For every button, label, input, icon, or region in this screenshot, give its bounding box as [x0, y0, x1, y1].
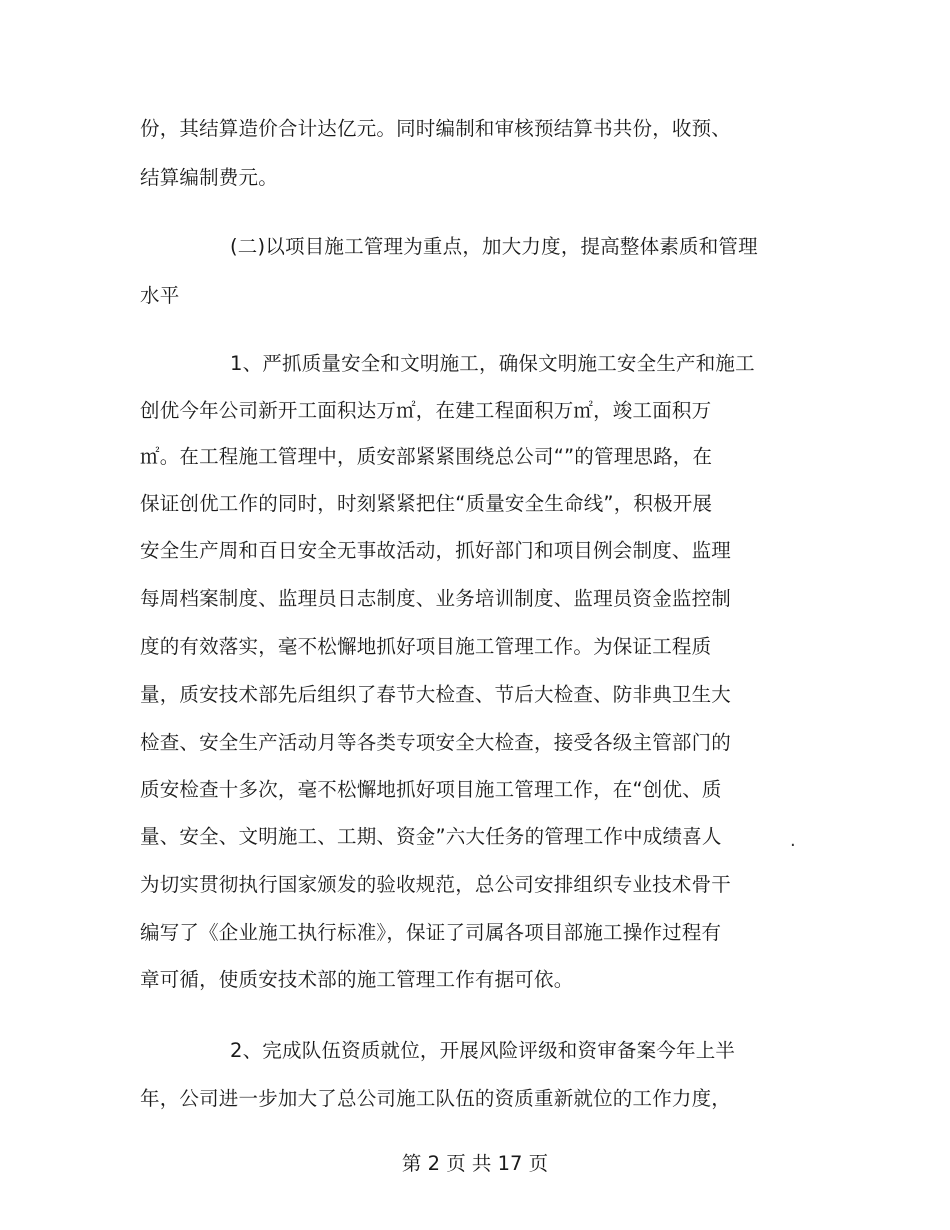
text-line: 每周档案制度、监理员日志制度、业务培训制度、监理员资金监控制: [140, 587, 732, 610]
text-line: 质安检查十多次，毫不松懈地抓好项目施工管理工作，在“创优、质: [140, 778, 722, 801]
text-line: 保证创优工作的同时，时刻紧紧把住“质量安全生命线”，积极开展: [140, 492, 713, 515]
text-line: 年，公司进一步加大了总公司施工队伍的资质重新就位的工作力度，: [140, 1087, 732, 1110]
text-line: 量，质安技术部先后组织了春节大检查、节后大检查、防非典卫生大: [140, 683, 732, 706]
text-line: 份，其结算造价合计达亿元。同时编制和审核预结算书共份，收预、: [140, 117, 732, 140]
text-line: 检查、安全生产活动月等各类专项安全大检查，接受各级主管部门的: [140, 731, 732, 754]
text-line: 度的有效落实，毫不松懈地抓好项目施工管理工作。为保证工程质: [140, 635, 712, 658]
text-line: 安全生产周和百日安全无事故活动，抓好部门和项目例会制度、监理: [140, 539, 732, 562]
page-footer: 第 2 页 共 17 页: [401, 1152, 549, 1175]
section-heading-continuation: 水平: [140, 284, 180, 307]
text-line: ㎡。在工程施工管理中，质安部紧紧围绕总公司“”的管理思路，在: [140, 445, 713, 468]
text-line: 量、安全、文明施工、工期、资金”六大任务的管理工作中成绩喜人: [140, 825, 722, 848]
text-line: 为切实贯彻执行国家颁发的验收规范，总公司安排组织专业技术骨干: [140, 873, 732, 896]
text-line: 创优今年公司新开工面积达万㎡，在建工程面积万㎡，竣工面积万: [140, 399, 712, 422]
text-line: 编写了《企业施工执行标准》，保证了司属各项目部施工操作过程有: [140, 921, 722, 944]
text-line: 章可循，使质安技术部的施工管理工作有据可依。: [140, 968, 574, 991]
stray-mark: .: [790, 830, 796, 851]
paragraph-first-line: 2、完成队伍资质就位，开展风险评级和资审备案今年上半: [230, 1039, 736, 1062]
text-line: 结算编制费元。: [140, 166, 278, 189]
paragraph-first-line: 1、严抓质量安全和文明施工，确保文明施工安全生产和施工: [230, 352, 755, 375]
section-heading: (二)以项目施工管理为重点，加大力度，提高整体素质和管理: [230, 235, 758, 258]
